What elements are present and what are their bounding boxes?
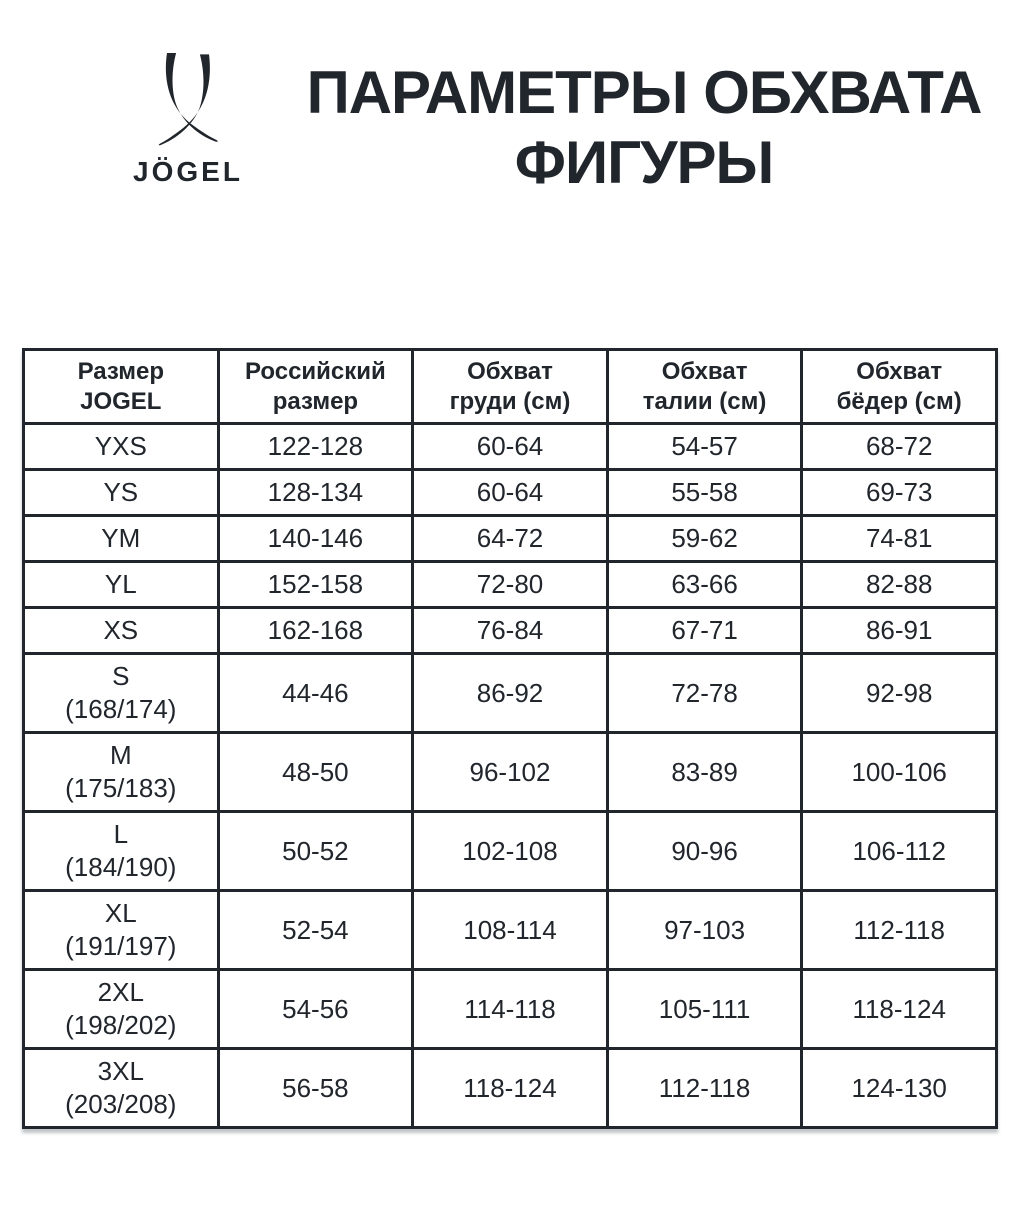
cell-hips: 118-124: [802, 970, 997, 1049]
cell-size: 2XL (198/202): [24, 970, 219, 1049]
table-row-3xl: [24, 1049, 997, 1128]
cell-waist: 90-96: [607, 812, 802, 891]
column-header-hips: Обхват бёдер (см): [802, 350, 997, 424]
table-row-ym: [24, 516, 997, 562]
cell-russian: 140-146: [218, 516, 413, 562]
cell-waist: 112-118: [607, 1049, 802, 1128]
table-row-xl: [24, 891, 997, 970]
table-row-2xl: [24, 970, 997, 1049]
cell-russian: 48-50: [218, 733, 413, 812]
cell-size: M (175/183): [24, 733, 219, 812]
cell-size: XL (191/197): [24, 891, 219, 970]
cell-russian: 128-134: [218, 470, 413, 516]
page-title: [292, 58, 996, 198]
column-header-jogel-size: Размер JOGEL: [24, 350, 219, 424]
table-row-l: [24, 812, 997, 891]
cell-size: YS: [24, 470, 219, 516]
cell-chest: 60-64: [413, 470, 608, 516]
cell-hips: 92-98: [802, 654, 997, 733]
cell-waist: 83-89: [607, 733, 802, 812]
cell-hips: 86-91: [802, 608, 997, 654]
page-header: [0, 0, 1024, 348]
cell-russian: 50-52: [218, 812, 413, 891]
cell-hips: 69-73: [802, 470, 997, 516]
header-row: [24, 350, 997, 424]
cell-chest: 64-72: [413, 516, 608, 562]
table-row-ys: [24, 470, 997, 516]
cell-hips: 68-72: [802, 424, 997, 470]
cell-russian: 152-158: [218, 562, 413, 608]
cell-waist: 54-57: [607, 424, 802, 470]
cell-size: 3XL (203/208): [24, 1049, 219, 1128]
cell-size: YM: [24, 516, 219, 562]
cell-russian: 162-168: [218, 608, 413, 654]
cell-waist: 55-58: [607, 470, 802, 516]
cell-size: L (184/190): [24, 812, 219, 891]
size-table-header: [24, 350, 997, 424]
cell-chest: 72-80: [413, 562, 608, 608]
cell-russian: 122-128: [218, 424, 413, 470]
brand-logo: [108, 52, 268, 188]
cell-hips: 106-112: [802, 812, 997, 891]
jogel-v-logo-icon: [153, 52, 223, 152]
cell-chest: 60-64: [413, 424, 608, 470]
brand-wordmark: JÖGEL: [133, 156, 243, 187]
cell-russian: 44-46: [218, 654, 413, 733]
cell-waist: 105-111: [607, 970, 802, 1049]
size-table: [22, 348, 998, 1129]
cell-chest: 114-118: [413, 970, 608, 1049]
cell-hips: 124-130: [802, 1049, 997, 1128]
cell-size: S (168/174): [24, 654, 219, 733]
cell-waist: 72-78: [607, 654, 802, 733]
table-row-s: [24, 654, 997, 733]
cell-waist: 63-66: [607, 562, 802, 608]
cell-hips: 82-88: [802, 562, 997, 608]
cell-hips: 74-81: [802, 516, 997, 562]
cell-waist: 59-62: [607, 516, 802, 562]
table-row-xs: [24, 608, 997, 654]
column-header-chest: Обхват груди (см): [413, 350, 608, 424]
cell-chest: 96-102: [413, 733, 608, 812]
cell-size: YL: [24, 562, 219, 608]
size-table-container: [22, 348, 998, 1129]
cell-chest: 102-108: [413, 812, 608, 891]
cell-hips: 112-118: [802, 891, 997, 970]
cell-waist: 97-103: [607, 891, 802, 970]
size-table-body: [24, 424, 997, 1128]
page-title-line2: ФИГУРЫ: [514, 129, 774, 196]
table-row-yl: [24, 562, 997, 608]
cell-chest: 108-114: [413, 891, 608, 970]
cell-chest: 76-84: [413, 608, 608, 654]
cell-chest: 118-124: [413, 1049, 608, 1128]
cell-size: XS: [24, 608, 219, 654]
column-header-waist: Обхват талии (см): [607, 350, 802, 424]
cell-russian: 54-56: [218, 970, 413, 1049]
cell-russian: 56-58: [218, 1049, 413, 1128]
table-row-m: [24, 733, 997, 812]
cell-chest: 86-92: [413, 654, 608, 733]
cell-waist: 67-71: [607, 608, 802, 654]
cell-russian: 52-54: [218, 891, 413, 970]
cell-size: YXS: [24, 424, 219, 470]
cell-hips: 100-106: [802, 733, 997, 812]
column-header-russian-size: Российский размер: [218, 350, 413, 424]
page-title-line1: ПАРАМЕТРЫ ОБХВАТА: [306, 59, 982, 126]
table-row-yxs: [24, 424, 997, 470]
